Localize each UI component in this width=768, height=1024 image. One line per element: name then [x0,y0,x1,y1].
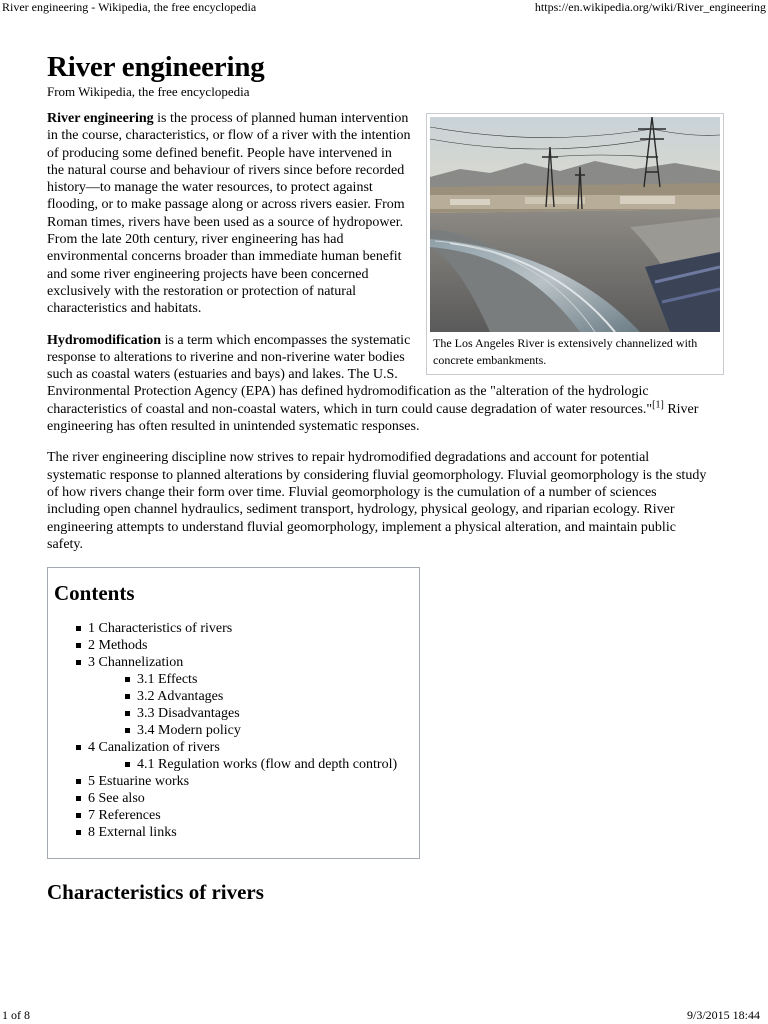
print-url[interactable]: https://en.wikipedia.org/wiki/River_engineering [534,0,766,14]
print-datetime: 9/3/2015 18:44 [686,1008,760,1022]
toc-subitem[interactable]: 3.2 Advantages [125,688,419,705]
print-header [0,0,768,16]
toc-subitem[interactable]: 3.3 Disadvantages [125,705,419,722]
page-subtitle: From Wikipedia, the free encyclopedia [47,84,250,99]
citation-link[interactable]: [1] [652,399,664,411]
page-count: 1 of 8 [2,1008,30,1022]
hydromodification-paragraph: Hydromodification is a term which encompasses the systematic response to alterations to riverine and non-riverine water bodies such as coastal waters (estuaries and bays) and lakes. The U.S. Environmental Protection Agency (EPA) has defined hydromodification as the "alteration of the hydrologic characteristics of coastal and non-coastal waters, which in turn could cause degradation of water resources."[1] River engineering has often resulted in unintended systematic responses. [47,332,699,435]
print-page-title: River engineering - Wikipedia, the free encyclopedia [2,0,257,14]
toc-item[interactable]: 3 Channelization 3.1 Effects 3.2 Advantages 3.3 Disadvantages 3.4 Modern policy [76,654,419,739]
bold-term: Hydromodification [47,332,162,348]
print-footer [0,1008,768,1024]
toc-item[interactable]: 6 See also [76,790,419,807]
toc-list [54,620,419,841]
toc-subitem[interactable]: 4.1 Regulation works (flow and depth control) [125,756,419,773]
bold-term: River engineering [47,111,154,126]
toc-item[interactable]: 8 External links [76,824,419,841]
discipline-paragraph: The river engineering discipline now strives to repair hydromodified degradations and account for potential systematic response to planned alterations by considering fluvial geomorphology. Fluvial geomorphology is the study of how rivers change their form over time. Fluvial geomorphology is the cumulation of a number of sciences including open channel hydraulics, sediment transport, hydrology, physical geology, and riparian ecology. River engineering attempts to understand fluvial geomorphology, implement a physical alteration, and maintain public safety. [47,450,707,552]
toc-sublist [88,756,419,773]
image-caption: The Los Angeles River is extensively channelized with concrete embankments. [433,336,698,367]
toc-item[interactable]: 1 Characteristics of rivers [76,620,419,637]
section-heading-characteristics: Characteristics of rivers [47,880,264,905]
toc-item[interactable]: 5 Estuarine works [76,773,419,790]
los-angeles-river-photo[interactable] [430,117,720,332]
toc-heading: Contents [54,581,135,606]
toc-subitem[interactable]: 3.4 Modern policy [125,722,419,739]
toc-item[interactable]: 2 Methods [76,637,419,654]
toc-sublist [88,671,419,739]
article-content [47,50,711,905]
article-thumbnail [426,113,724,375]
toc-subitem[interactable]: 3.1 Effects [125,671,419,688]
toc-item[interactable]: 7 References [76,807,419,824]
page-title: River engineering [47,51,265,83]
toc-item[interactable]: 4 Canalization of rivers 4.1 Regulation works (flow and depth control) [76,739,419,773]
table-of-contents [47,567,420,859]
intro-paragraph: River engineering is the process of planned human intervention in the course, characteristics, or flow of a river with the intention of producing some defined benefit. People have intervened in the natural course and behaviour of rivers since before recorded history—to manage the water resources, to protect against flooding, or to make passage along or across rivers easier. From Roman times, rivers have been used as a source of hydropower. From the late 20th century, river engineering has had environmental concerns broader than immediate human benefit and some river engineering projects have been concerned exclusively with the restoration or protection of natural characteristics and habitats. [47,111,411,317]
